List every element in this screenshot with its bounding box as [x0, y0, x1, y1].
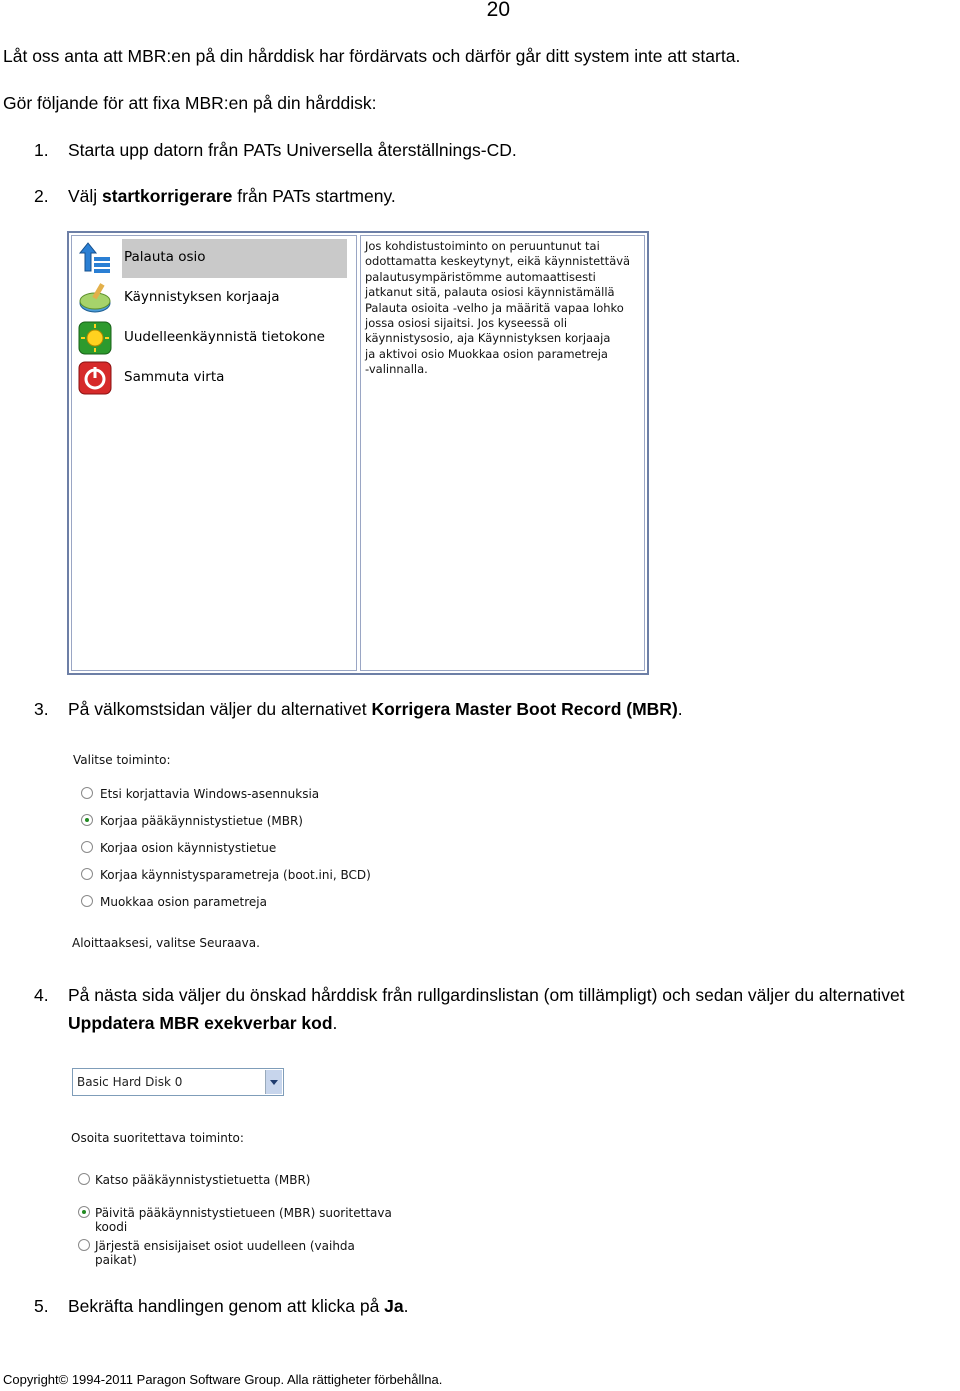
menu-item-label: Käynnistyksen korjaaja	[124, 289, 280, 305]
menu-item-label: Sammuta virta	[124, 369, 225, 385]
power-off-icon	[78, 361, 112, 395]
option-label: Korjaa käynnistysparametreja (boot.ini, BCD)	[100, 868, 371, 882]
radio-button[interactable]	[78, 1239, 90, 1251]
option-label: Korjaa osion käynnistystietue	[100, 841, 277, 855]
copyright-footer: Copyright© 1994-2011 Paragon Software Group. Alla rättigheter förbehållna.	[3, 1372, 443, 1387]
radio-button[interactable]	[81, 868, 93, 880]
option-label: Katso pääkäynnistystietuetta (MBR)	[95, 1173, 311, 1187]
step-number: 3.	[34, 699, 49, 719]
page-number: 20	[486, 0, 510, 21]
start-menu-list	[71, 235, 357, 671]
bold-term: Ja	[384, 1296, 404, 1316]
description-line: Jos kohdistustoiminto on peruuntunut tai	[365, 239, 600, 253]
welcome-heading: Valitse toiminto:	[73, 753, 171, 767]
menu-item-label: Uudelleenkäynnistä tietokone	[124, 329, 325, 345]
description-line: palautusympäristömme automaattisesti	[365, 269, 596, 284]
step-number: 5.	[34, 1296, 49, 1316]
chevron-down-icon[interactable]	[265, 1070, 282, 1094]
menu-item-kaynnistyksen-korjaaja[interactable]	[76, 279, 348, 317]
description-panel	[360, 235, 645, 671]
step-4-continued: Uppdatera MBR exekverbar kod.	[68, 1013, 338, 1033]
radio-button[interactable]	[81, 895, 93, 907]
step-text: Välj startkorrigerare från PATs startmeny.	[68, 186, 396, 206]
menu-item-uudelleenkaynnista[interactable]	[76, 319, 348, 357]
bold-term: startkorrigerare	[102, 186, 233, 206]
menu-item-palauta-osio[interactable]	[76, 239, 348, 277]
radio-button-selected[interactable]	[78, 1206, 90, 1218]
option-label: Korjaa pääkäynnistystietue (MBR)	[100, 814, 303, 828]
restore-icon	[78, 241, 112, 275]
description-line: jatkanut sitä, palauta osiosi käynnistämällä	[365, 285, 615, 300]
intro-line-1: Låt oss anta att MBR:en på din hårddisk har fördärvats och därför går ditt system inte att starta.	[3, 46, 741, 66]
disk-dropdown[interactable]	[72, 1068, 284, 1096]
disk-repair-icon	[78, 281, 112, 315]
radio-button[interactable]	[81, 787, 93, 799]
step-text: På nästa sida väljer du önskad hårddisk från rullgardinslistan (om tillämpligt) och sedan väljer du alternativet	[68, 985, 905, 1005]
mbr-heading: Osoita suoritettava toiminto:	[71, 1131, 244, 1145]
step-2	[0, 186, 960, 210]
description-line: Palauta osioita -velho ja määritä vapaa lohko	[365, 300, 624, 315]
radio-button-selected[interactable]	[81, 814, 93, 826]
step-5	[0, 1296, 960, 1320]
step-text: På välkomstsidan väljer du alternativet Korrigera Master Boot Record (MBR).	[68, 699, 683, 719]
radio-button[interactable]	[78, 1173, 90, 1185]
step-number: 1.	[34, 140, 49, 160]
description-line: ja aktivoi osio Muokkaa osion parametreja	[365, 346, 608, 361]
bold-term: Uppdatera MBR exekverbar kod	[68, 1013, 333, 1033]
step-text: Bekräfta handlingen genom att klicka på Ja.	[68, 1296, 409, 1316]
step-number: 2.	[34, 186, 49, 206]
menu-item-label: Palauta osio	[124, 249, 206, 265]
step-1	[0, 140, 960, 164]
description-line: odottamatta keskeytynyt, eikä käynnistettävä	[365, 254, 631, 269]
disk-dropdown-value: Basic Hard Disk 0	[77, 1075, 183, 1089]
intro-line-2: Gör följande för att fixa MBR:en på din hårddisk:	[3, 93, 377, 113]
option-label: Päivitä pääkäynnistystietueen (MBR) suoritettava koodi	[95, 1206, 392, 1234]
description-line: -valinnalla.	[365, 362, 428, 377]
option-label: Muokkaa osion parametreja	[100, 895, 267, 909]
option-label: Järjestä ensisijaiset osiot uudelleen (vaihda paikat)	[95, 1239, 355, 1267]
step-number: 4.	[34, 985, 49, 1005]
description-line: jossa osiosi sijaitsi. Jos kyseessä oli	[365, 316, 568, 331]
welcome-hint: Aloittaaksesi, valitse Seuraava.	[72, 936, 260, 950]
description-line: käynnistysosio, aja Käynnistyksen korjaaja	[365, 331, 611, 346]
bold-term: Korrigera Master Boot Record (MBR)	[371, 699, 678, 719]
radio-button[interactable]	[81, 841, 93, 853]
welcome-screenshot	[72, 752, 392, 952]
step-3	[0, 699, 960, 723]
menu-item-sammuta-virta[interactable]	[76, 359, 348, 397]
mbr-options-screenshot	[70, 1130, 400, 1267]
step-text: Starta upp datorn från PATs Universella återställnings-CD.	[68, 140, 517, 160]
restart-icon	[78, 321, 112, 355]
option-label: Etsi korjattavia Windows-asennuksia	[100, 787, 320, 801]
step-4	[0, 985, 960, 1009]
start-menu-screenshot	[67, 231, 649, 675]
